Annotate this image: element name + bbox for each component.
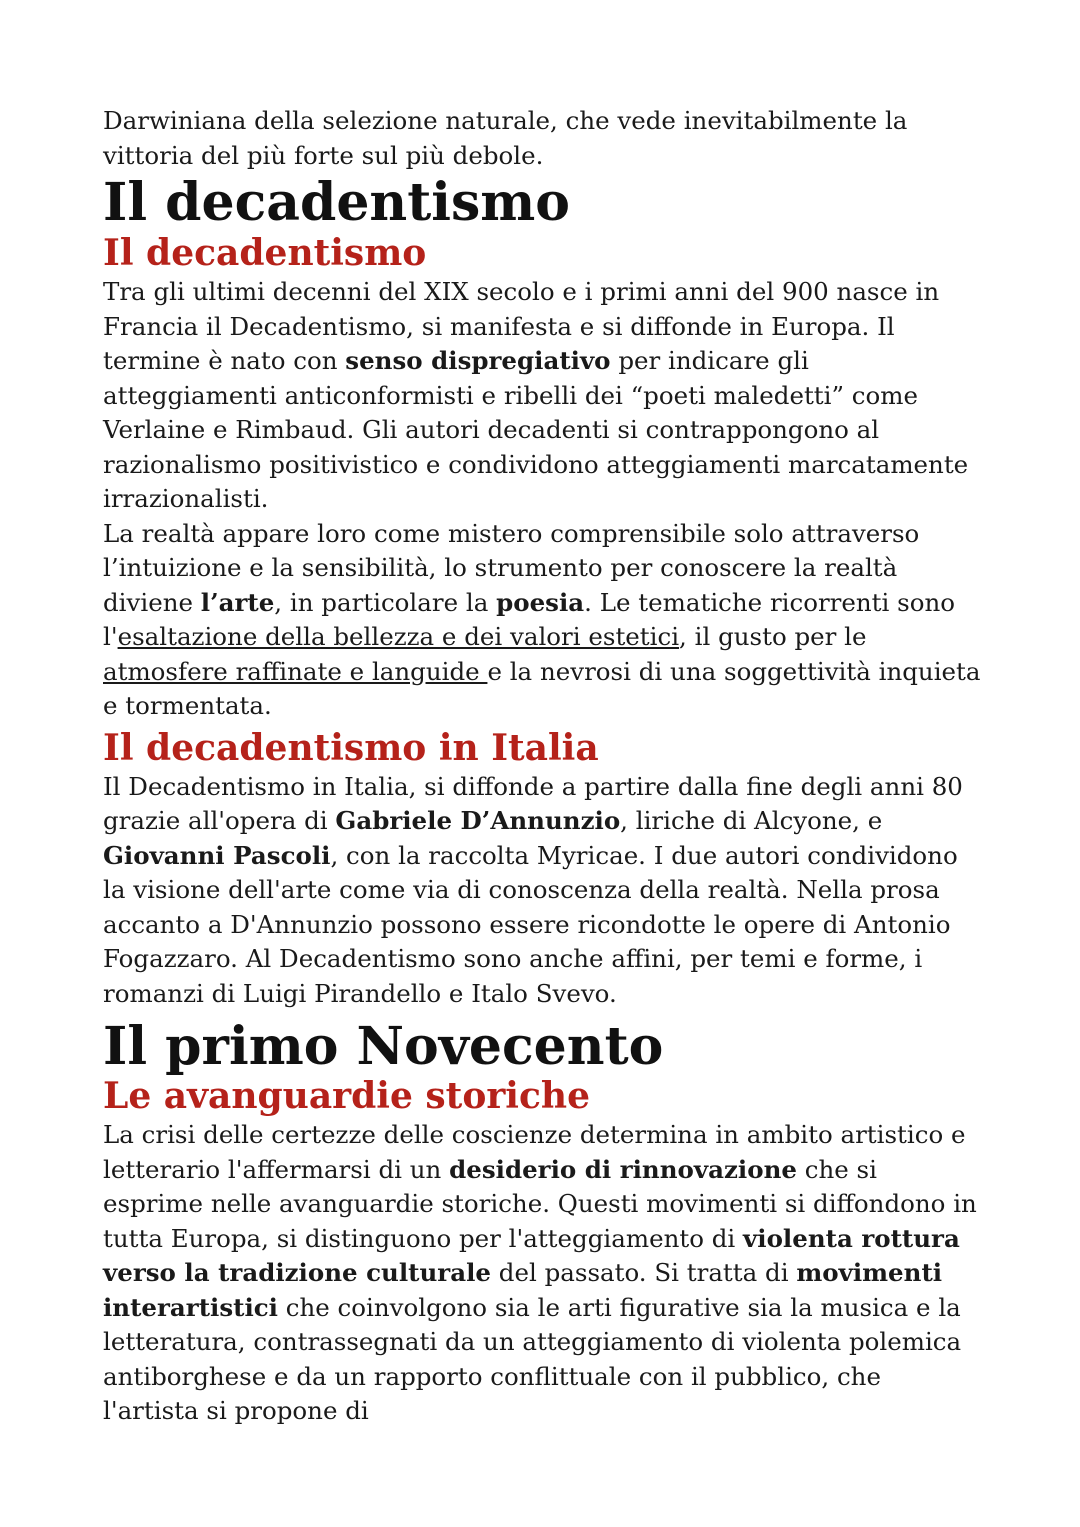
bold-term: violenta rottura verso la tradizione culturale <box>103 1223 960 1287</box>
document-page <box>103 104 983 1429</box>
avanguardie-paragraph: La crisi delle certezze delle coscienze determina in ambito artistico e letterario l'affermarsi di un desiderio di rinnovazione che si esprime nelle avanguardie storiche. Questi movimenti si diffondono in tutta Europa, si distinguono per l'atteggiamento di violenta rottura verso la tradizione culturale del passato. Si tratta di movimenti interartistici che coinvolgono sia le arti figurative sia la musica e la letteratura, contrassegnati da un atteggiamento di violenta polemica antiborghese e da un rapporto conflittuale con il pubblico, che l'artista si propone di <box>103 1120 977 1425</box>
bold-term: senso dispregiativo <box>345 346 611 375</box>
bold-term: movimenti interartistici <box>103 1258 943 1322</box>
section-title-decadentismo: Il decadentismo <box>103 172 570 233</box>
italia-paragraph: Il Decadentismo in Italia, si diffonde a partire dalla fine degli anni 80 grazie all'opera di Gabriele D’Annunzio, liriche di Alcyone, e Giovanni Pascoli, con la raccolta Myricae. I due autori condividono la visione dell'arte come via di conoscenza della realtà. Nella prosa accanto a D'Annunzio possono essere ricondotte le opere di Antonio Fogazzaro. Al Decadentismo sono anche affini, per temi e forme, i romanzi di Luigi Pirandello e Italo Svevo. <box>103 771 963 1008</box>
bold-term: l’arte <box>200 587 275 617</box>
subsection-title-avanguardie: Le avanguardie storiche <box>103 1075 590 1117</box>
subsection-title-italia: Il decadentismo in Italia <box>103 726 599 769</box>
bold-term: desiderio di rinnovazione <box>449 1154 797 1184</box>
underlined-term: atmosfere raffinate e languide <box>103 656 488 686</box>
underlined-term: esaltazione della bellezza e dei valori estetici <box>117 622 680 651</box>
decadentismo-paragraph-2: La realtà appare loro come mistero comprensibile solo attraverso l’intuizione e la sensibilità, lo strumento per conoscere la realtà diviene l’arte, in particolare la poesia. Le tematiche ricorrenti sono l'esaltazione della bellezza e dei valori estetici, il gusto per le atmosfere raffinate e languide e la nevrosi di una soggettività inquieta e tormentata. <box>103 518 981 720</box>
decadentismo-paragraph-1: Tra gli ultimi decenni del XIX secolo e i primi anni del 900 nasce in Francia il Decadentismo, si manifesta e si diffonde in Europa. Il termine è nato con senso dispregiativo per indicare gli atteggiamenti anticonformisti e ribelli dei “poeti maledetti” come Verlaine e Rimbaud. Gli autori decadenti si contrappongono al razionalismo positivistico e condividono atteggiamenti marcatamente irrazionalisti. <box>103 277 969 513</box>
bold-term: Giovanni Pascoli <box>103 840 331 870</box>
bold-term: poesia <box>496 587 585 617</box>
bold-term: Gabriele D’Annunzio <box>335 806 621 835</box>
intro-paragraph: Darwiniana della selezione naturale, che vede inevitabilmente la vittoria del più forte sul più debole. <box>103 106 908 170</box>
section-title-novecento: Il primo Novecento <box>103 1016 664 1077</box>
subsection-title-decadentismo: Il decadentismo <box>103 232 427 274</box>
